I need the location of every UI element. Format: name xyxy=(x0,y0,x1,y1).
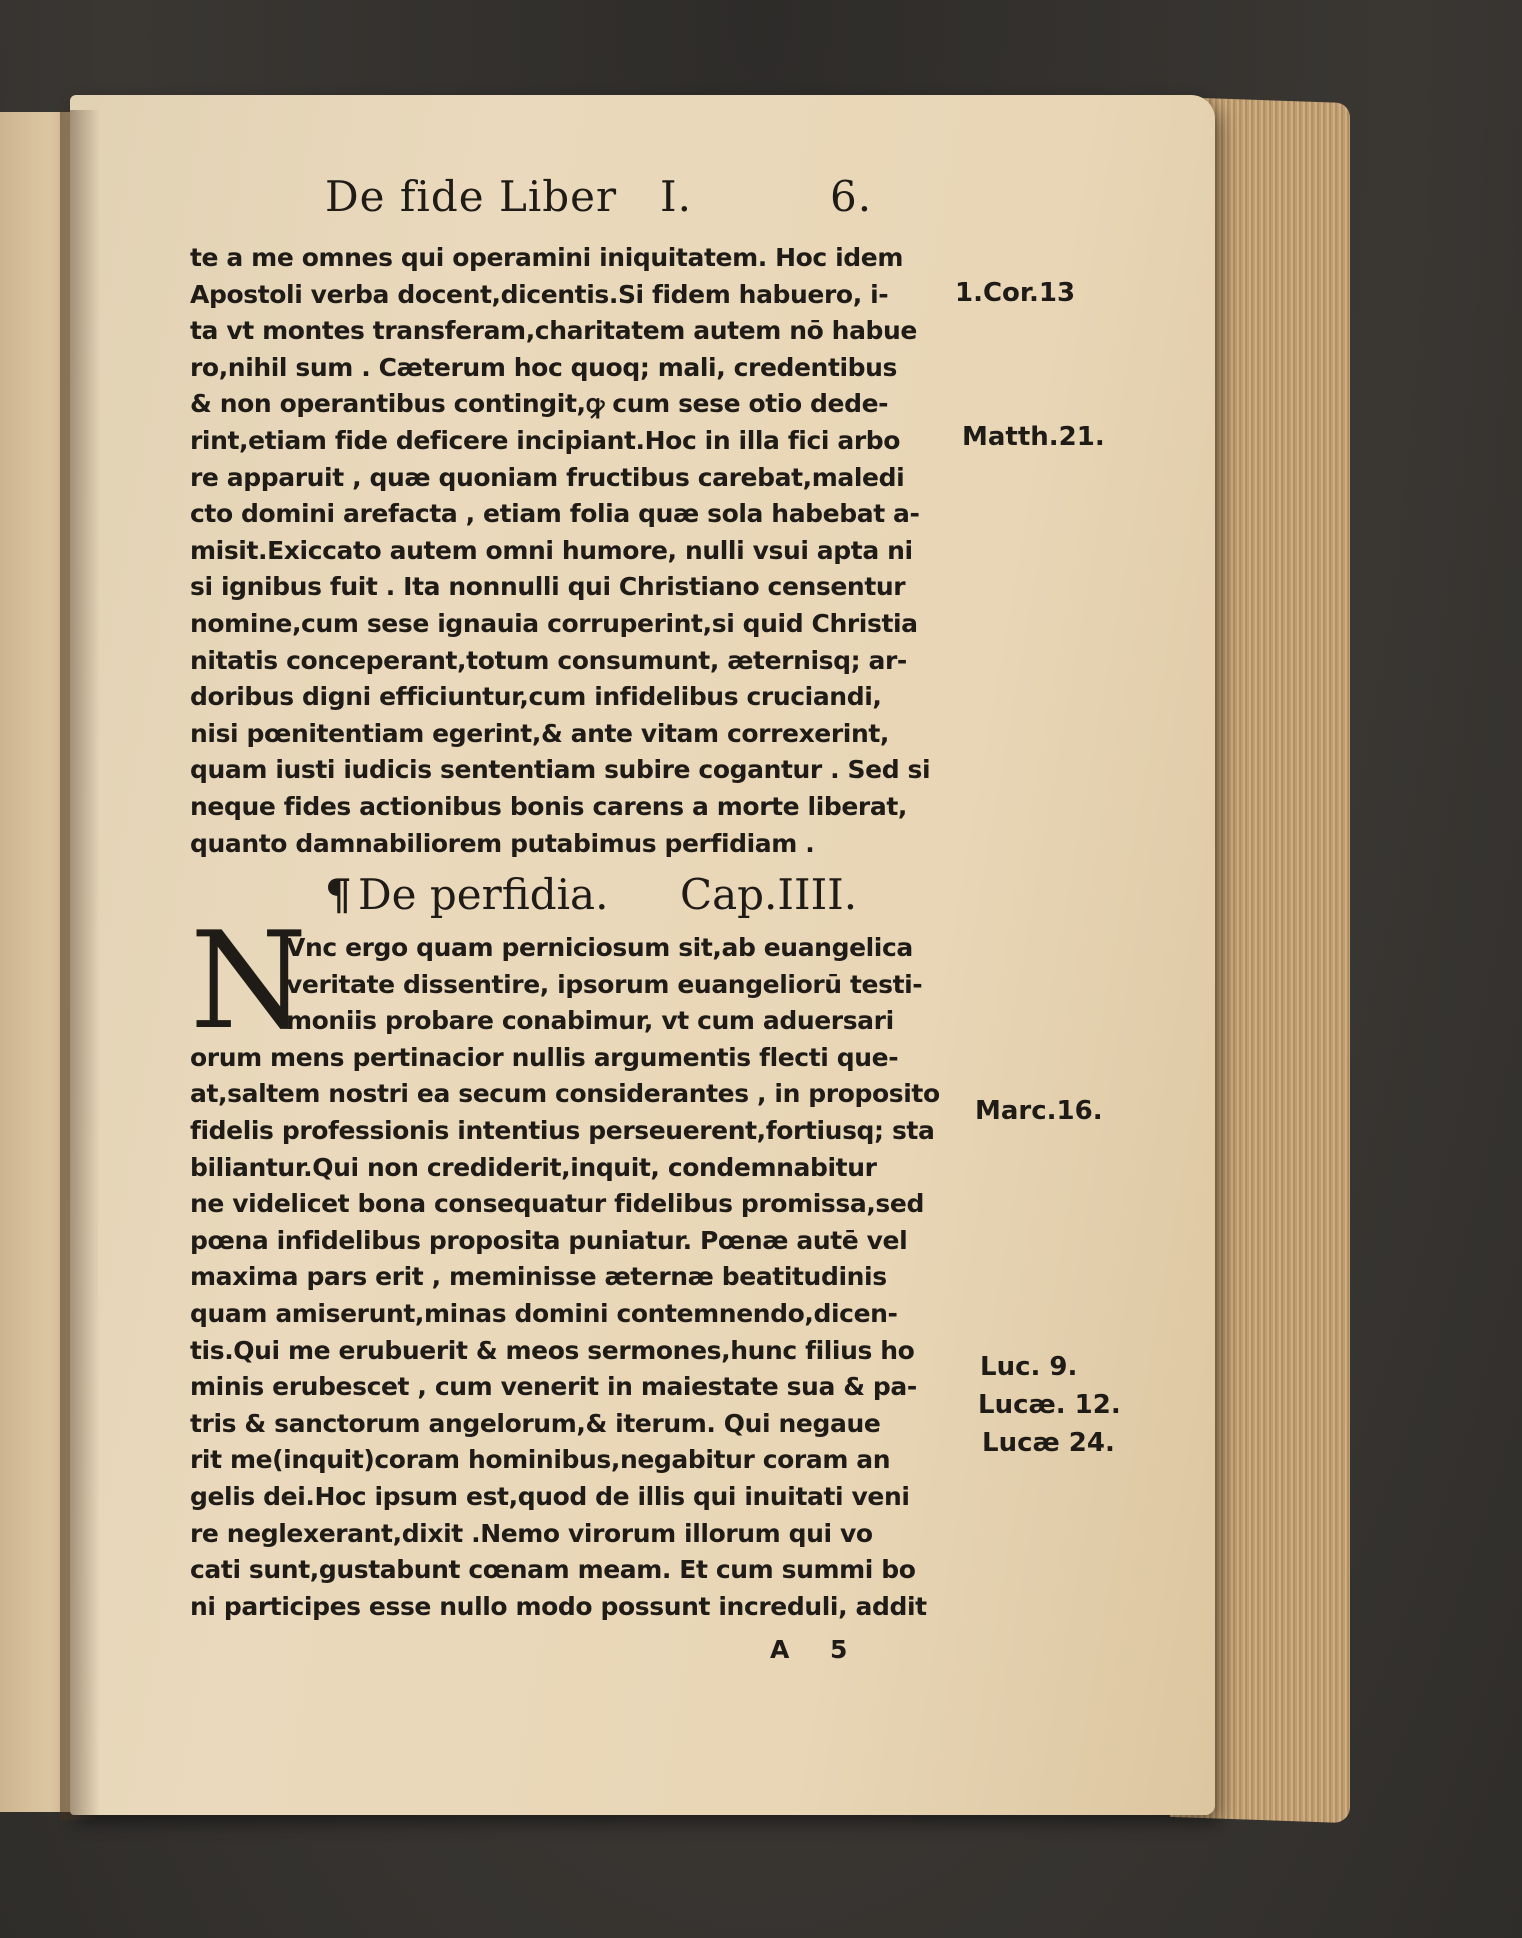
margin-note-marc: Marc.16. xyxy=(975,1096,1103,1126)
chapter-number: Cap.IIII. xyxy=(680,870,858,920)
text-line: tris & sanctorum angelorum,& iterum. Qui negaue xyxy=(190,1408,881,1438)
text-line: minis erubescet , cum venerit in maiestate sua & pa- xyxy=(190,1372,917,1402)
margin-note-lucae-12: Lucæ. 12. xyxy=(978,1390,1121,1420)
chapter-paragraph xyxy=(190,903,970,1625)
text-line: doribus digni efficiuntur,cum infidelibus cruciandi, xyxy=(190,682,882,712)
text-line: re neglexerant,dixit .Nemo virorum illorum qui vo xyxy=(190,1518,873,1548)
text-line: quam amiserunt,minas domini contemnendo,dicen- xyxy=(190,1299,898,1329)
text-line: ro,nihil sum . Cæterum hoc quoq; mali, credentibus xyxy=(190,352,898,382)
text-line: quam iusti iudicis sententiam subire cogantur . Sed si xyxy=(190,755,931,785)
text-line: Vnc ergo quam perniciosum sit,ab euangelica xyxy=(286,933,913,963)
running-head-title: De fide Liber xyxy=(325,172,618,221)
text-line: veritate dissentire, ipsorum euangeliorū testi- xyxy=(286,969,923,999)
text-line: Apostoli verba docent,dicentis.Si fidem habuero, i- xyxy=(190,279,889,309)
text-line: nisi pœnitentiam egerint,& ante vitam correxerint, xyxy=(190,718,889,748)
text-column xyxy=(190,172,970,1673)
text-line: cto domini arefacta , etiam folia quæ sola habebat a- xyxy=(190,499,920,529)
text-line: maxima pars erit , meminisse æternæ beatitudinis xyxy=(190,1262,887,1292)
running-head xyxy=(190,172,970,240)
text-line: nomine,cum sese ignauia corruperint,si quid Christia xyxy=(190,608,918,638)
signature-mark: A xyxy=(770,1635,790,1665)
text-line: neque fides actionibus bonis carens a morte liberat, xyxy=(190,791,907,821)
chapter-title: De perfidia. xyxy=(358,870,609,920)
margin-note-1-cor: 1.Cor.13 xyxy=(955,278,1076,308)
text-line: ne videlicet bona consequatur fidelibus promissa,sed xyxy=(190,1189,924,1219)
text-line: misit.Exiccato autem omni humore, nulli vsui apta ni xyxy=(190,535,913,565)
text-line: orum mens pertinacior nullis argumentis flecti que- xyxy=(190,1042,899,1072)
text-block-1 xyxy=(190,240,970,862)
text-line: rint,etiam fide deficere incipiant.Hoc in illa fici arbo xyxy=(190,425,901,455)
margin-note-luc: Luc. 9. xyxy=(980,1352,1078,1382)
text-line: nitatis conceperant,totum consumunt, æternisq; ar- xyxy=(190,645,907,675)
text-line: biliantur.Qui non crediderit,inquit, condemnabitur xyxy=(190,1152,877,1182)
text-line: cati sunt,gustabunt cœnam meam. Et cum summi bo xyxy=(190,1555,916,1585)
text-line: rit me(inquit)coram hominibus,negabitur coram an xyxy=(190,1445,891,1475)
signature-line xyxy=(190,1633,970,1673)
text-line: pœna infidelibus proposita puniatur. Pœnæ autē vel xyxy=(190,1225,908,1255)
text-line: moniis probare conabimur, vt cum aduersari xyxy=(286,1006,894,1036)
drop-cap-initial: N xyxy=(190,903,308,1060)
running-head-liber-number: I. xyxy=(660,172,692,221)
folio-number: 6. xyxy=(830,172,873,221)
text-line: ni participes esse nullo modo possunt increduli, addit xyxy=(190,1591,927,1621)
text-line: te a me omnes qui operamini iniquitatem. Hoc idem xyxy=(190,243,904,272)
text-line: tis.Qui me erubuerit & meos sermones,hunc filius ho xyxy=(190,1335,915,1365)
text-line: re apparuit , quæ quoniam fructibus carebat,maledi xyxy=(190,462,905,492)
gutter-shadow xyxy=(60,110,100,1820)
text-line: & non operantibus contingit,ꝙ cum sese otio dede- xyxy=(190,389,889,419)
text-line: ta vt montes transferam,charitatem autem nō habue xyxy=(190,316,917,346)
text-line: fidelis professionis intentius perseuerent,fortiusq; sta xyxy=(190,1116,935,1146)
chapter-heading xyxy=(190,868,970,930)
signature-number: 5 xyxy=(830,1635,848,1665)
text-line: si ignibus fuit . Ita nonnulli qui Christiano censentur xyxy=(190,572,906,602)
text-line: gelis dei.Hoc ipsum est,quod de illis qui inuitati veni xyxy=(190,1482,910,1511)
text-line: at,saltem nostri ea secum considerantes , in proposito xyxy=(190,1079,940,1109)
text-line: quanto damnabiliorem putabimus perfidiam . xyxy=(190,828,815,858)
pilcrow-mark: ¶ xyxy=(325,870,352,920)
margin-note-lucae-24: Lucæ 24. xyxy=(982,1428,1115,1458)
margin-note-matth: Matth.21. xyxy=(962,422,1105,452)
